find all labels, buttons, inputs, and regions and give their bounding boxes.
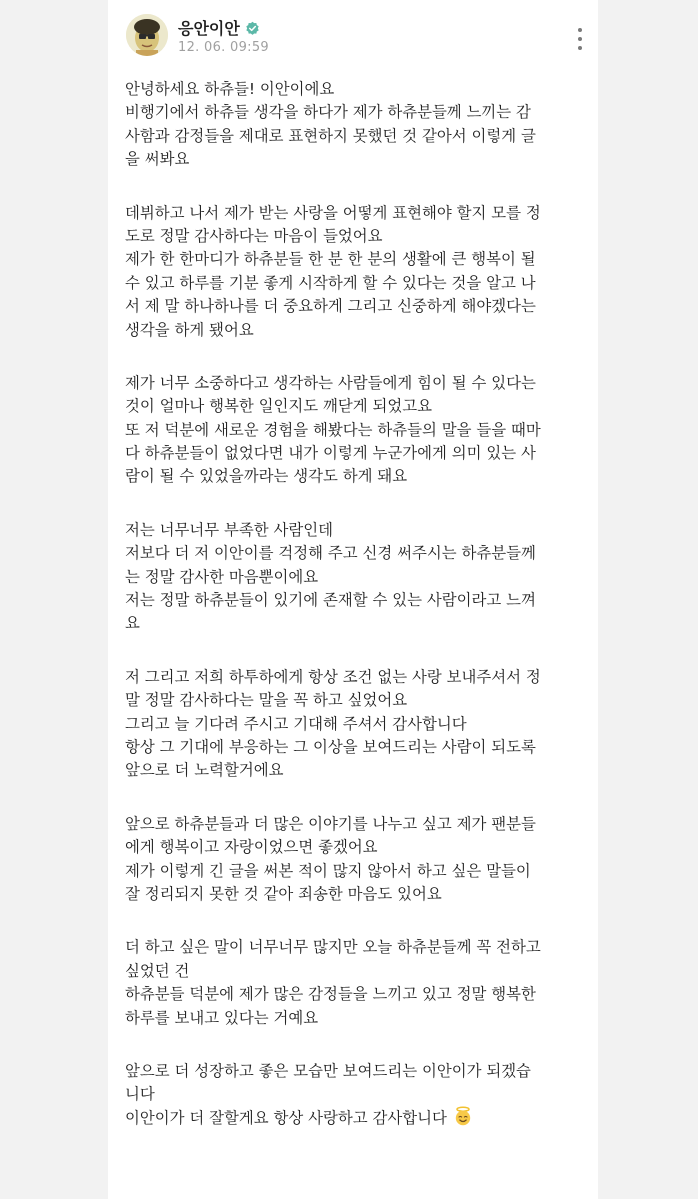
text-line: 수 있고 하루를 기분 좋게 시작하게 할 수 있다는 것을 알고 나 bbox=[125, 273, 536, 292]
text-line: 다 하츄분들이 없었다면 내가 이렇게 누군가에게 의미 있는 사 bbox=[125, 444, 536, 463]
text-line: 저보다 더 저 이안이를 걱정해 주고 신경 써주시는 하츄분들께 bbox=[125, 544, 536, 563]
text-line: 또 저 덕분에 새로운 경험을 해봤다는 하츄들의 말을 들을 때마 bbox=[125, 420, 541, 439]
text-line: 저는 정말 하츄분들이 있기에 존재할 수 있는 사람이라고 느껴 bbox=[125, 591, 536, 610]
author-name[interactable] bbox=[178, 16, 260, 39]
text-line: 요 bbox=[125, 614, 140, 633]
text-line: 그리고 늘 기다려 주시고 기대해 주셔서 감사합니다 bbox=[125, 714, 467, 733]
paragraph bbox=[125, 666, 595, 783]
more-vertical-icon[interactable] bbox=[572, 28, 588, 56]
text-line: 람이 될 수 있었을까라는 생각도 하게 돼요 bbox=[125, 467, 408, 486]
text-line: 것이 얼마나 행복한 일인지도 깨닫게 되었고요 bbox=[125, 397, 432, 416]
text-line: 제가 이렇게 긴 글을 써본 적이 많지 않아서 하고 싶은 말들이 bbox=[125, 861, 531, 880]
post-body bbox=[125, 78, 595, 1160]
paragraph bbox=[125, 372, 595, 489]
text-line: 는 정말 감사한 마음뿐이에요 bbox=[125, 567, 319, 586]
post-header bbox=[126, 14, 586, 62]
text-line: 앞으로 하츄분들과 더 많은 이야기를 나누고 싶고 제가 팬분들 bbox=[125, 814, 536, 833]
paragraph bbox=[125, 78, 595, 172]
author-name-text: 응안이안 bbox=[178, 19, 240, 38]
text-line: 싶었던 건 bbox=[125, 961, 190, 980]
text-line: 제가 한 한마디가 하츄분들 한 분 한 분의 생활에 큰 행복이 될 bbox=[125, 250, 536, 269]
text-line: 에게 행복이고 자랑이었으면 좋겠어요 bbox=[125, 838, 378, 857]
paragraph bbox=[125, 936, 595, 1030]
text-line: 을 써봐요 bbox=[125, 150, 190, 169]
text-line: 서 제 말 하나하나를 더 중요하게 그리고 신중하게 해야겠다는 bbox=[125, 297, 536, 316]
text-line: 생각을 하게 됐어요 bbox=[125, 320, 254, 339]
paragraph bbox=[125, 1060, 595, 1130]
text-line: 말 정말 감사하다는 말을 꼭 하고 싶었어요 bbox=[125, 691, 408, 710]
post-timestamp: 12. 06. 09:59 bbox=[178, 40, 269, 55]
paragraph bbox=[125, 519, 595, 636]
post-card bbox=[108, 0, 598, 1199]
text-line: 앞으로 더 노력할거에요 bbox=[125, 761, 284, 780]
smiling-face-with-halo-emoji-icon bbox=[453, 1106, 473, 1126]
text-line: 더 하고 싶은 말이 너무너무 많지만 오늘 하츄분들께 꼭 전하고 bbox=[125, 938, 541, 957]
verified-badge-icon bbox=[245, 21, 260, 36]
text-line: 저는 너무너무 부족한 사람인데 bbox=[125, 520, 333, 539]
text-line: 비행기에서 하츄들 생각을 하다가 제가 하츄분들께 느끼는 감 bbox=[125, 103, 531, 122]
paragraph bbox=[125, 202, 595, 342]
text-line: 하루를 보내고 있다는 거예요 bbox=[125, 1008, 319, 1027]
text-line: 저 그리고 저희 하투하에게 항상 조건 없는 사랑 보내주셔서 정 bbox=[125, 667, 541, 686]
avatar[interactable] bbox=[126, 14, 168, 56]
text-line: 사함과 감정들을 제대로 표현하지 못했던 것 같아서 이렇게 글 bbox=[125, 126, 536, 145]
text-line: 데뷔하고 나서 제가 받는 사랑을 어떻게 표현해야 할지 모를 정 bbox=[125, 203, 541, 222]
text-line: 니다 bbox=[125, 1085, 155, 1104]
text-line-with-emoji bbox=[125, 1107, 595, 1130]
text-line: 하츄분들 덕분에 제가 많은 감정들을 느끼고 있고 정말 행복한 bbox=[125, 985, 536, 1004]
text-line: 앞으로 더 성장하고 좋은 모습만 보여드리는 이안이가 되겠습 bbox=[125, 1061, 531, 1080]
text-line: 안녕하세요 하츄들! 이안이에요 bbox=[125, 80, 335, 98]
avatar-image bbox=[126, 14, 168, 56]
paragraph bbox=[125, 813, 595, 907]
text-line: 잘 정리되지 못한 것 같아 죄송한 마음도 있어요 bbox=[125, 884, 442, 903]
text-line: 제가 너무 소중하다고 생각하는 사람들에게 힘이 될 수 있다는 bbox=[125, 373, 536, 392]
text-line: 도로 정말 감사하다는 마음이 들었어요 bbox=[125, 226, 383, 245]
text-line: 항상 그 기대에 부응하는 그 이상을 보여드리는 사람이 되도록 bbox=[125, 737, 536, 756]
text-line: 이안이가 더 잘할게요 항상 사랑하고 감사합니다 bbox=[125, 1108, 447, 1127]
